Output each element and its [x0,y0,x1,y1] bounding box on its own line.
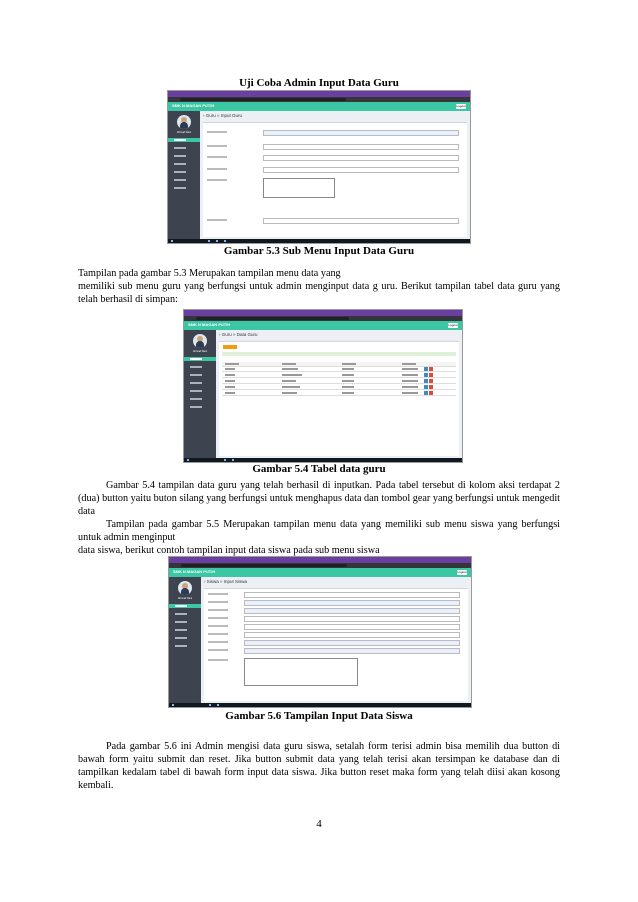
figure-caption: Gambar 5.3 Sub Menu Input Data Guru [223,245,415,257]
sidebar-item[interactable] [184,397,216,401]
taskbar [168,239,470,243]
user-name: Ahmad Dani [192,350,208,353]
form-field[interactable] [263,167,459,173]
sidebar-item[interactable] [169,628,201,632]
success-alert [222,352,456,356]
form-field[interactable] [263,144,459,150]
paragraph-line: memiliki sub menu guru yang berfungsi untuk admin menginput data g uru. Berikut tampilan tabel data guru yang telah berhasil di simpan: [78,281,560,305]
table-row [222,391,456,396]
user-name: Ahmad Dani [176,131,192,134]
sidebar-item[interactable] [169,644,201,648]
screenshot-input-siswa [168,556,472,708]
table-row [222,379,456,384]
table-row [222,385,456,390]
form-card [203,122,467,237]
sidebar-item[interactable] [168,138,200,142]
form-field[interactable] [263,155,459,161]
sidebar-item[interactable] [184,381,216,385]
page-title: › Guru » Data Guru [219,332,258,337]
sidebar-item[interactable] [184,373,216,377]
form-field[interactable] [244,640,460,646]
figure-caption: Gambar 5.6 Tampilan Input Data Siswa [225,710,413,722]
paragraph [78,267,560,306]
sidebar-item[interactable] [168,178,200,182]
gear-icon[interactable] [424,367,428,371]
table-row [222,373,456,378]
date-field[interactable] [244,648,460,654]
sidebar-item[interactable] [168,170,200,174]
sidebar-item[interactable] [169,620,201,624]
close-icon[interactable] [429,379,433,383]
form-card [204,588,468,701]
sidebar-item[interactable] [168,186,200,190]
form-field[interactable] [263,218,459,224]
sidebar-item[interactable] [184,389,216,393]
figure-caption: Gambar 5.4 Tabel data guru [252,463,386,475]
close-icon[interactable] [429,391,433,395]
sidebar-item[interactable] [184,405,216,409]
screenshot-input-guru [167,90,471,244]
sidebar-item[interactable] [184,357,216,361]
table-row [222,367,456,372]
form-select[interactable] [244,624,460,630]
app-sidebar [168,111,200,239]
form-select[interactable] [244,616,460,622]
paragraph: Gambar 5.4 tampilan data guru yang telah berhasil di inputkan. Pada tabel tersebut di kolom aksi terdapat 2 (dua) button yaitu buton silang yang berfungsi untuk menghapus data dan tombol gear yang berfungsi untuk mengedit data [78,480,560,517]
avatar [193,334,207,348]
page-number: 4 [316,818,322,830]
form-field[interactable] [244,592,460,598]
app-brand: SMK N MAGAN PUTIH [172,103,215,108]
add-button[interactable] [223,345,237,349]
form-field[interactable] [263,130,459,136]
user-name: Ahmad Dani [177,597,193,600]
form-select[interactable] [244,632,460,638]
paragraph-line: Tampilan pada gambar 5.5 Merupakan tampilan menu data yang memiliki sub menu siswa yang berfungsi untuk admin menginput [78,519,560,543]
form-textarea[interactable] [244,658,358,686]
section-heading: Uji Coba Admin Input Data Guru [239,77,399,89]
avatar [178,581,192,595]
gear-icon[interactable] [424,379,428,383]
gear-icon[interactable] [424,385,428,389]
paragraph: Pada gambar 5.6 ini Admin mengisi data guru siswa, setalah form terisi admin bisa memilih dua button di bawah form yaitu submit dan reset. Jika button submit data yang telah terisi akan tersimpan ke database dan di tampilkan kedalam tabel di bawah form input data siswa. Jika button reset maka form yang telah diisi akan kosong kembali. [78,741,560,791]
sidebar-item[interactable] [169,604,201,608]
gear-icon[interactable] [424,391,428,395]
screenshot-data-guru [183,309,463,463]
sidebar-item[interactable] [168,154,200,158]
app-brand: SMK N MAGAN PUTIH [188,322,231,327]
logout-button[interactable]: Logout [457,570,467,574]
sidebar-item[interactable] [169,636,201,640]
form-textarea[interactable] [263,178,335,198]
close-icon[interactable] [429,367,433,371]
paragraph-line: data siswa, berikut contoh tampilan input data siswa pada sub menu siswa [78,545,380,556]
logout-button[interactable]: Logout [456,104,466,108]
page-title: › Guru » Input Guru [203,113,243,118]
paragraph-line: Tampilan pada gambar 5.3 Merupakan tampilan menu data yang [78,268,341,279]
avatar [177,115,191,129]
app-content [200,111,470,239]
close-icon[interactable] [429,385,433,389]
table-card [219,341,459,456]
form-field[interactable] [244,600,460,606]
form-field[interactable] [244,608,460,614]
app-brand: SMK N MAGAN PUTIH [173,569,216,574]
app-header [168,102,470,111]
close-icon[interactable] [429,373,433,377]
gear-icon[interactable] [424,373,428,377]
sidebar-item[interactable] [169,612,201,616]
page-title: › Siswa » Input Siswa [204,579,248,584]
logout-button[interactable]: Logout [448,323,458,327]
sidebar-item[interactable] [168,162,200,166]
sidebar-item[interactable] [168,146,200,150]
sidebar-item[interactable] [184,365,216,369]
paragraph [78,518,560,557]
